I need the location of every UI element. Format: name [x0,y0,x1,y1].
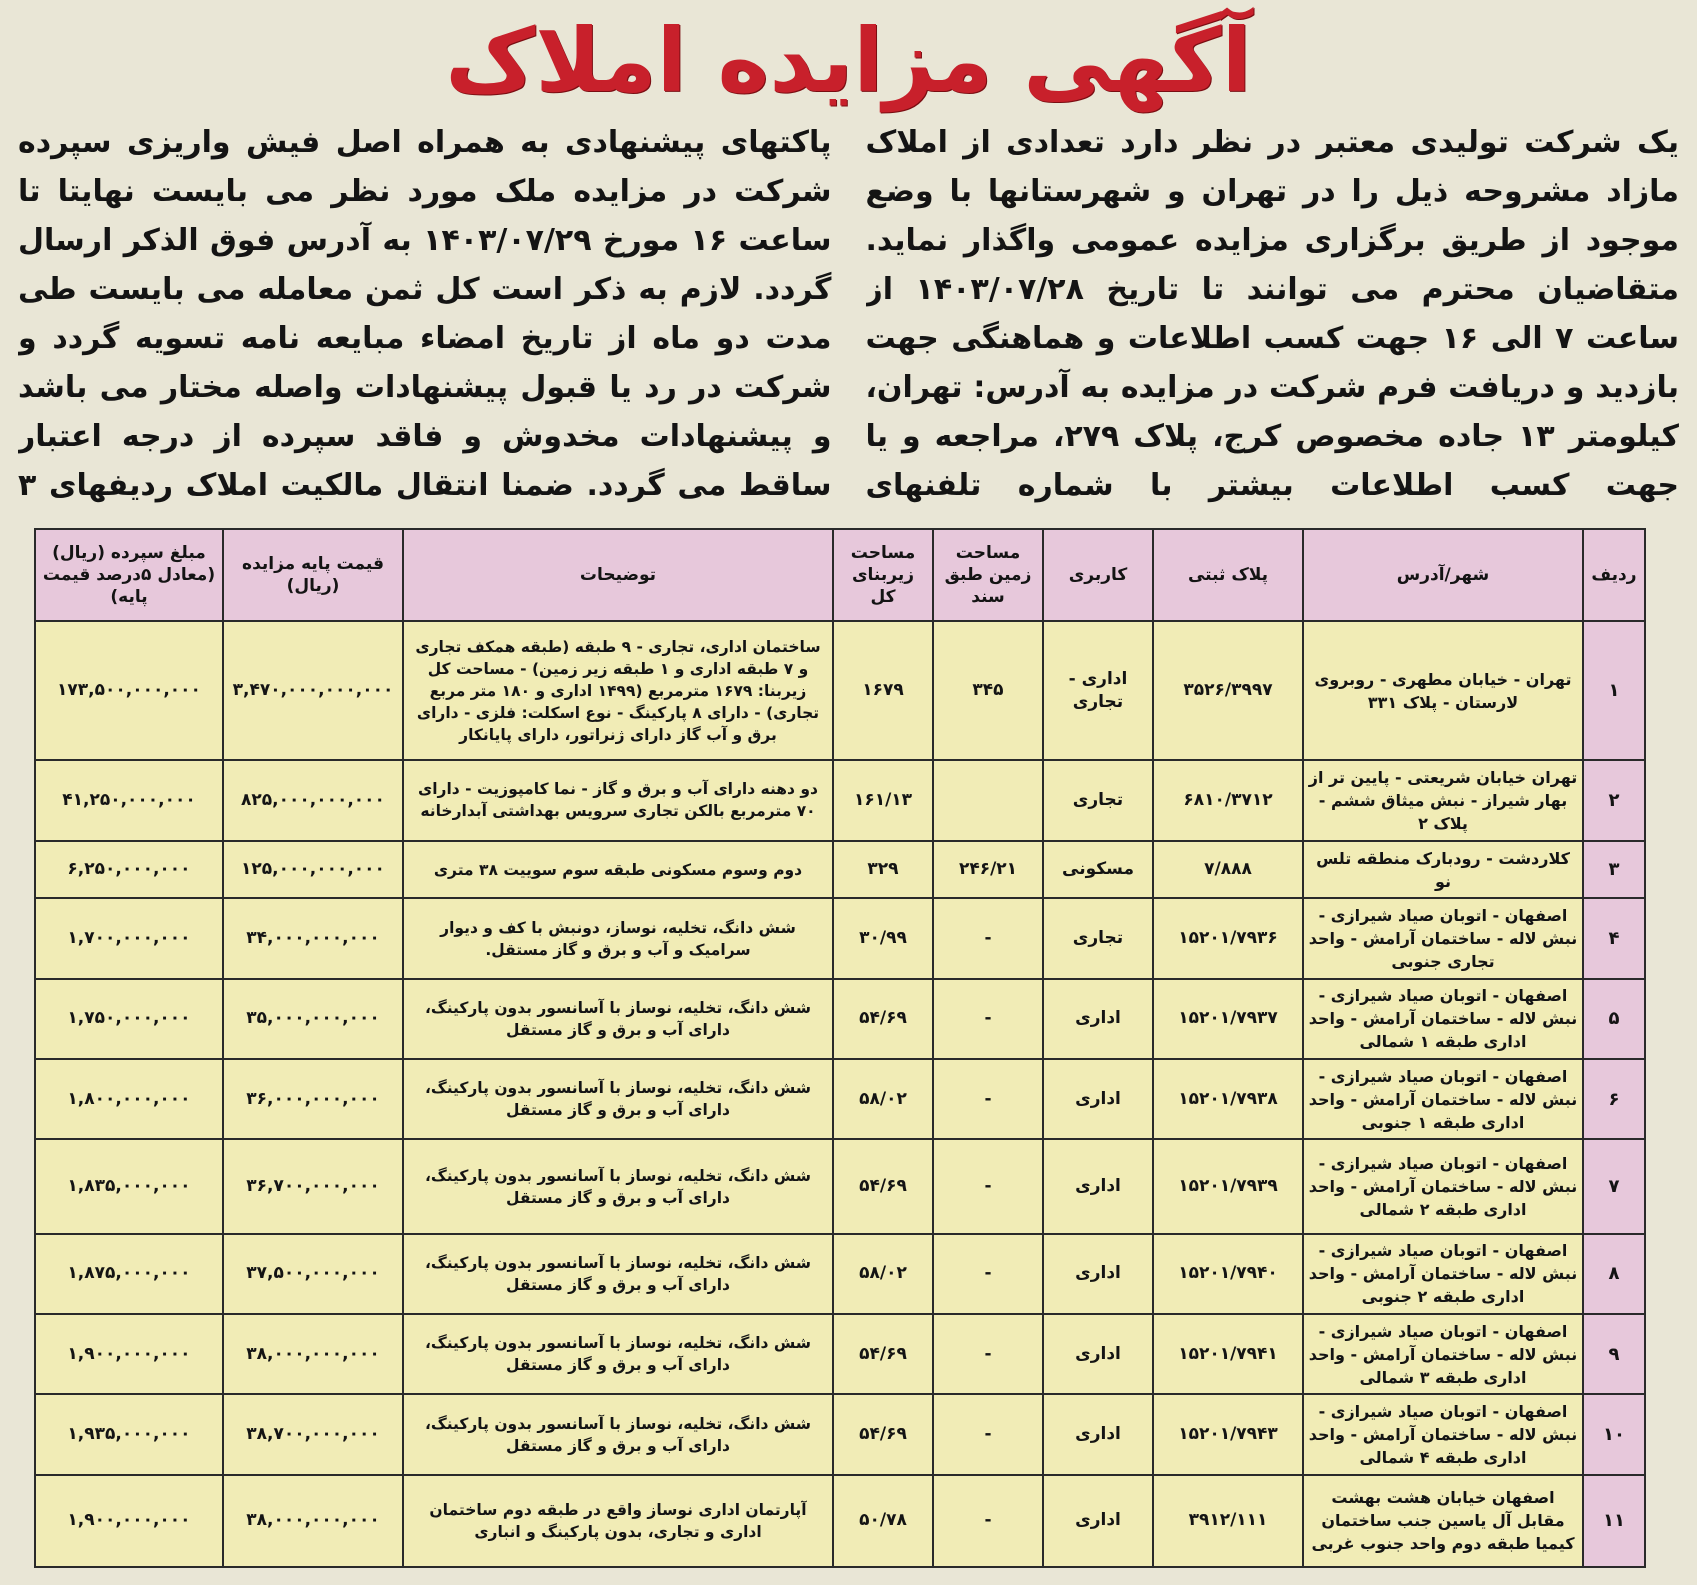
description-cell: دو دهنه دارای آب و برق و گاز - نما کامپوزیت - دارای ۷۰ مترمربع بالکن تجاری سرویس بهداشتی آبدارخانه [403,760,833,840]
row-number-cell: ۹ [1583,1314,1645,1394]
description-cell: ساختمان اداری، تجاری - ۹ طبقه (طبقه همکف تجاری و ۷ طبقه اداری و ۱ طبقه زیر زمین) - مساحت کل زیربنا: ۱۶۷۹ مترمربع (۱۴۹۹ اداری و ۱۸۰ متر مربع تجاری) - دارای ۸ پارکینگ - نوع اسکلت: فلزی - دارای برق و آب گاز دارای ژنراتور، دارای پایانکار [403,621,833,760]
table-row [35,1314,1645,1394]
base-price-cell: ۳,۴۷۰,۰۰۰,۰۰۰,۰۰۰ [223,621,403,760]
notice-title: آگهی مزایده املاک [445,9,1252,112]
land-area-cell: - [933,1234,1043,1314]
plaque-cell: ۱۵۲۰۱/۷۹۴۱ [1153,1314,1303,1394]
usage-cell: اداری [1043,1475,1153,1567]
row-number-cell: ۷ [1583,1139,1645,1233]
description-cell: آپارتمان اداری نوساز واقع در طبقه دوم ساختمان اداری و تجاری، بدون پارکینگ و انباری [403,1475,833,1567]
row-number-cell: ۵ [1583,979,1645,1059]
row-number-cell: ۳ [1583,841,1645,899]
built-area-cell: ۳۲۹ [833,841,933,899]
usage-cell: تجاری [1043,760,1153,840]
usage-cell: اداری [1043,1139,1153,1233]
table-header-row [35,529,1645,621]
base-price-cell: ۱۲۵,۰۰۰,۰۰۰,۰۰۰ [223,841,403,899]
plaque-cell: ۷/۸۸۸ [1153,841,1303,899]
deposit-cell: ۱,۹۰۰,۰۰۰,۰۰۰ [35,1314,223,1394]
land-area-cell: - [933,1059,1043,1139]
table-row [35,979,1645,1059]
description-cell: شش دانگ، تخلیه، نوساز، دونبش با کف و دیوار سرامیک و آب و برق و گاز مستقل. [403,898,833,978]
plaque-cell: ۳۹۱۲/۱۱۱ [1153,1475,1303,1567]
deposit-cell: ۱,۸۰۰,۰۰۰,۰۰۰ [35,1059,223,1139]
land-area-cell: - [933,1394,1043,1474]
plaque-cell: ۱۵۲۰۱/۷۹۳۶ [1153,898,1303,978]
row-number-cell: ۶ [1583,1059,1645,1139]
description-cell: شش دانگ، تخلیه، نوساز با آسانسور بدون پارکینگ، دارای آب و برق و گاز مستقل [403,1059,833,1139]
land-area-cell: - [933,898,1043,978]
land-area-cell: - [933,979,1043,1059]
table-row [35,898,1645,978]
land-area-cell: ۳۴۵ [933,621,1043,760]
intro-right-column: یک شرکت تولیدی معتبر در نظر دارد تعدادی از املاک مازاد مشروحه ذیل را در تهران و شهرستانها با وضع موجود از طریق برگزاری مزایده عمومی واگذار نماید. متقاضیان محترم می توانند تا تاریخ ۱۴۰۳/۰۷/۲۸ از ساعت ۷ الی ۱۶ جهت کسب اطلاعات و هماهنگی جهت بازدید و دریافت فرم شرکت در مزایده به آدرس: تهران، کیلومتر ۱۳ جاده مخصوص کرج، پلاک ۲۷۹، مراجعه و یا جهت کسب اطلاعات بیشتر با شماره تلفنهای [865,125,1679,503]
table-row [35,621,1645,760]
built-area-cell: ۵۸/۰۲ [833,1059,933,1139]
deposit-cell: ۱,۹۰۰,۰۰۰,۰۰۰ [35,1475,223,1567]
header-land-area: مساحت زمین طبق سند [933,529,1043,621]
intro-text [18,118,1679,518]
plaque-cell: ۱۵۲۰۱/۷۹۳۷ [1153,979,1303,1059]
land-area-cell [933,760,1043,840]
description-cell: شش دانگ، تخلیه، نوساز با آسانسور بدون پارکینگ، دارای آب و برق و گاز مستقل [403,1139,833,1233]
address-cell: تهران - خیابان مطهری - روبروی لارستان - پلاک ۳۳۱ [1303,621,1583,760]
table-body [35,621,1645,1567]
header-description: توضیحات [403,529,833,621]
address-cell: اصفهان - اتوبان صیاد شیرازی - نبش لاله - ساختمان آرامش - واحد اداری طبقه ۳ شمالی [1303,1314,1583,1394]
plaque-cell: ۱۵۲۰۱/۷۹۴۳ [1153,1394,1303,1474]
description-cell: شش دانگ، تخلیه، نوساز با آسانسور بدون پارکینگ، دارای آب و برق و گاز مستقل [403,979,833,1059]
table-row [35,1394,1645,1474]
usage-cell: مسکونی [1043,841,1153,899]
address-cell: کلاردشت - رودبارک منطقه تلس نو [1303,841,1583,899]
base-price-cell: ۳۸,۰۰۰,۰۰۰,۰۰۰ [223,1314,403,1394]
row-number-cell: ۸ [1583,1234,1645,1314]
description-cell: شش دانگ، تخلیه، نوساز با آسانسور بدون پارکینگ، دارای آب و برق و گاز مستقل [403,1234,833,1314]
table-row [35,1139,1645,1233]
usage-cell: اداری - تجاری [1043,621,1153,760]
base-price-cell: ۳۷,۵۰۰,۰۰۰,۰۰۰ [223,1234,403,1314]
description-cell: دوم وسوم مسکونی طبقه سوم سوییت ۳۸ متری [403,841,833,899]
usage-cell: اداری [1043,1394,1153,1474]
base-price-cell: ۳۸,۷۰۰,۰۰۰,۰۰۰ [223,1394,403,1474]
address-cell: اصفهان - اتوبان صیاد شیرازی - نبش لاله - ساختمان آرامش - واحد اداری طبقه ۴ شمالی [1303,1394,1583,1474]
deposit-cell: ۱۷۳,۵۰۰,۰۰۰,۰۰۰ [35,621,223,760]
plaque-cell: ۱۵۲۰۱/۷۹۴۰ [1153,1234,1303,1314]
table-row [35,1059,1645,1139]
table-row [35,841,1645,899]
base-price-cell: ۳۵,۰۰۰,۰۰۰,۰۰۰ [223,979,403,1059]
base-price-cell: ۳۶,۷۰۰,۰۰۰,۰۰۰ [223,1139,403,1233]
land-area-cell: ۲۴۶/۲۱ [933,841,1043,899]
address-cell: اصفهان - اتوبان صیاد شیرازی - نبش لاله - ساختمان آرامش - واحد اداری طبقه ۱ جنوبی [1303,1059,1583,1139]
deposit-cell: ۱,۸۷۵,۰۰۰,۰۰۰ [35,1234,223,1314]
address-cell: اصفهان - اتوبان صیاد شیرازی - نبش لاله - ساختمان آرامش - واحد اداری طبقه ۱ شمالی [1303,979,1583,1059]
header-usage: کاربری [1043,529,1153,621]
header-address: شهر/آدرس [1303,529,1583,621]
address-cell: اصفهان خیابان هشت بهشت مقابل آل یاسین جنب ساختمان کیمیا طبقه دوم واحد جنوب غربی [1303,1475,1583,1567]
deposit-cell: ۱,۸۳۵,۰۰۰,۰۰۰ [35,1139,223,1233]
land-area-cell: - [933,1139,1043,1233]
deposit-cell: ۱,۹۳۵,۰۰۰,۰۰۰ [35,1394,223,1474]
address-cell: اصفهان - اتوبان صیاد شیرازی - نبش لاله - ساختمان آرامش - واحد اداری طبقه ۲ جنوبی [1303,1234,1583,1314]
deposit-cell: ۴۱,۲۵۰,۰۰۰,۰۰۰ [35,760,223,840]
deposit-cell: ۱,۷۰۰,۰۰۰,۰۰۰ [35,898,223,978]
table-row [35,760,1645,840]
plaque-cell: ۱۵۲۰۱/۷۹۳۹ [1153,1139,1303,1233]
deposit-cell: ۶,۲۵۰,۰۰۰,۰۰۰ [35,841,223,899]
base-price-cell: ۳۸,۰۰۰,۰۰۰,۰۰۰ [223,1475,403,1567]
plaque-cell: ۱۵۲۰۱/۷۹۳۸ [1153,1059,1303,1139]
built-area-cell: ۳۰/۹۹ [833,898,933,978]
table-row [35,1475,1645,1567]
row-number-cell: ۲ [1583,760,1645,840]
plaque-cell: ۳۵۲۶/۳۹۹۷ [1153,621,1303,760]
row-number-cell: ۴ [1583,898,1645,978]
description-cell: شش دانگ، تخلیه، نوساز با آسانسور بدون پارکینگ، دارای آب و برق و گاز مستقل [403,1394,833,1474]
base-price-cell: ۸۲۵,۰۰۰,۰۰۰,۰۰۰ [223,760,403,840]
row-number-cell: ۱ [1583,621,1645,760]
description-cell: شش دانگ، تخلیه، نوساز با آسانسور بدون پارکینگ، دارای آب و برق و گاز مستقل [403,1314,833,1394]
built-area-cell: ۵۴/۶۹ [833,979,933,1059]
built-area-cell: ۱۶۷۹ [833,621,933,760]
address-cell: اصفهان - اتوبان صیاد شیرازی - نبش لاله - ساختمان آرامش - واحد تجاری جنوبی [1303,898,1583,978]
usage-cell: اداری [1043,1314,1153,1394]
usage-cell: اداری [1043,1059,1153,1139]
properties-table [34,528,1646,1568]
table-row [35,1234,1645,1314]
row-number-cell: ۱۰ [1583,1394,1645,1474]
intro-left-column: پاکتهای پیشنهادی به همراه اصل فیش واریزی سپرده شرکت در مزایده ملک مورد نظر می بایست نهایتا تا ساعت ۱۶ مورخ ۱۴۰۳/۰۷/۲۹ به آدرس فوق الذکر ارسال گردد. لازم به ذکر است کل ثمن معامله می بایست طی مدت دو ماه از تاریخ امضاء مبایعه نامه تسویه گردد و شرکت در رد یا قبول پیشنهادات واصله مختار می باشد و پیشنهادات مخدوش و فاقد سپرده از درجه اعتبار ساقط می گردد. ضمنا انتقال مالکیت املاک ردیفهای ۳ [18,125,832,503]
header-plaque: پلاک ثبتی [1153,529,1303,621]
row-number-cell: ۱۱ [1583,1475,1645,1567]
usage-cell: تجاری [1043,898,1153,978]
built-area-cell: ۵۴/۶۹ [833,1139,933,1233]
properties-table-wrapper [34,528,1644,1568]
built-area-cell: ۵۴/۶۹ [833,1394,933,1474]
header-built-area: مساحت زیربنای کل [833,529,933,621]
built-area-cell: ۵۰/۷۸ [833,1475,933,1567]
plaque-cell: ۶۸۱۰/۳۷۱۲ [1153,760,1303,840]
address-cell: تهران خیابان شریعتی - پایین تر از بهار شیراز - نبش میثاق ششم - پلاک ۲ [1303,760,1583,840]
address-cell: اصفهان - اتوبان صیاد شیرازی - نبش لاله - ساختمان آرامش - واحد اداری طبقه ۲ شمالی [1303,1139,1583,1233]
built-area-cell: ۵۸/۰۲ [833,1234,933,1314]
header-row-number: ردیف [1583,529,1645,621]
header-deposit: مبلغ سپرده (ریال) (معادل ۵درصد قیمت پایه) [35,529,223,621]
deposit-cell: ۱,۷۵۰,۰۰۰,۰۰۰ [35,979,223,1059]
land-area-cell: - [933,1475,1043,1567]
base-price-cell: ۳۴,۰۰۰,۰۰۰,۰۰۰ [223,898,403,978]
land-area-cell: - [933,1314,1043,1394]
built-area-cell: ۱۶۱/۱۳ [833,760,933,840]
built-area-cell: ۵۴/۶۹ [833,1314,933,1394]
usage-cell: اداری [1043,1234,1153,1314]
usage-cell: اداری [1043,979,1153,1059]
header-base-price: قیمت پایه مزایده (ریال) [223,529,403,621]
base-price-cell: ۳۶,۰۰۰,۰۰۰,۰۰۰ [223,1059,403,1139]
